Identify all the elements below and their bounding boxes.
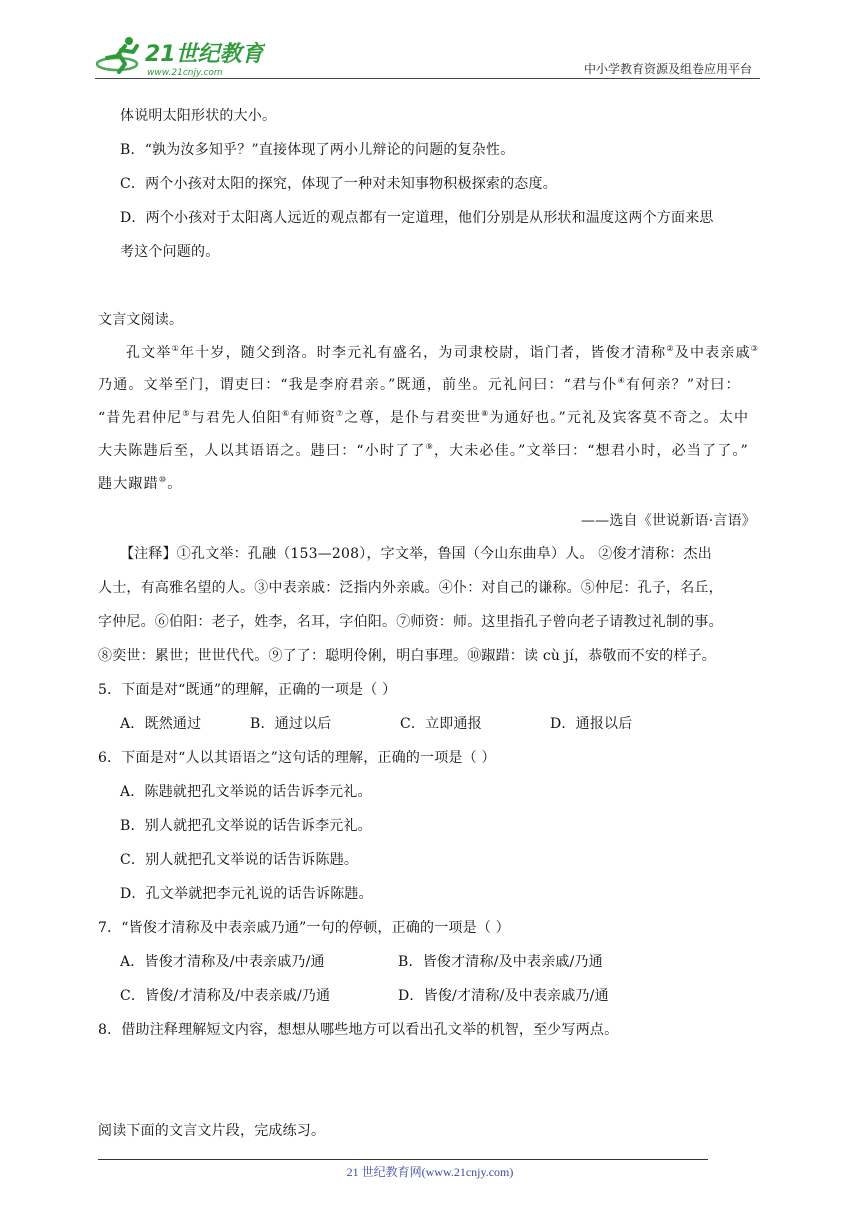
notes-line-1: 【注释】①孔文举：孔融（153—208），字文举，鲁国（今山东曲阜）人。 ②俊才清称：杰出 xyxy=(120,546,712,562)
prev-option-b: B．“孰为汝多知乎？”直接体现了两小儿辩论的问题的复杂性。 xyxy=(120,142,515,158)
question-6-option-d[interactable]: D．孔文举就把李元礼说的话告诉陈韪。 xyxy=(120,886,373,902)
notes-line-4: ⑧奕世：累世；世世代代。⑨了了：聪明伶俐，明白事理。⑩踧踖：读 cù jí，恭敬而不安的样子。 xyxy=(98,648,716,664)
question-8-stem: 8．借助注释理解短文内容，想想从哪些地方可以看出孔文举的机智，至少写两点。 xyxy=(98,1022,619,1038)
footer-link[interactable]: 21 世纪教育网(www.21cnjy.com) xyxy=(346,1165,514,1179)
notes-line-3: 字仲尼。⑥伯阳：老子，姓李，名耳，字伯阳。⑦师资：师。这里指孔子曾向老子请教过礼制的事。 xyxy=(98,614,723,630)
site-logo[interactable] xyxy=(95,34,265,78)
platform-name: 中小学教育资源及组卷应用平台 xyxy=(583,62,752,76)
question-7-option-b[interactable]: B．皆俊才清称/及中表亲戚/乃通 xyxy=(398,954,603,970)
section-heading: 文言文阅读。 xyxy=(98,312,184,328)
prev-option-continuation: 体说明太阳形状的大小。 xyxy=(120,108,277,124)
question-6-option-c[interactable]: C．别人就把孔文举说的话告诉陈韪。 xyxy=(120,852,359,868)
passage-source: ——选自《世说新语·言语》 xyxy=(580,513,756,529)
running-figure-logo-icon xyxy=(95,34,265,78)
passage-line-2: 乃通。文举至门，谓吏曰：“我是李府君亲。”既通，前坐。元礼问曰：“君与仆④有何亲？”对曰： xyxy=(98,376,741,393)
svg-text:www.21cnjy.com: www.21cnjy.com xyxy=(147,68,223,78)
question-5-option-d[interactable]: D．通报以后 xyxy=(550,716,633,732)
question-7-option-c[interactable]: C．皆俊/才清称及/中表亲戚/乃通 xyxy=(120,988,331,1004)
footer-divider xyxy=(98,1159,708,1160)
prev-option-d-line1: D．两个小孩对于太阳离人远近的观点都有一定道理，他们分别是从形状和温度这两个方面来思 xyxy=(120,210,714,226)
passage-line-3: “昔先君仲尼⑤与君先人伯阳⑥有师资⑦之尊，是仆与君奕世⑧为通好也。”元礼及宾客莫不奇之。太中 xyxy=(98,409,750,426)
question-6-option-a[interactable]: A．陈韪就把孔文举说的话告诉李元礼。 xyxy=(120,784,372,800)
page-header xyxy=(95,30,760,80)
question-5-option-a[interactable]: A．既然通过 xyxy=(120,716,202,732)
header-divider xyxy=(95,78,760,79)
prev-option-d-line2: 考这个问题的。 xyxy=(120,244,220,260)
question-7-option-a[interactable]: A．皆俊才清称及/中表亲戚乃/通 xyxy=(120,954,325,970)
passage-line-5: 韪大踧踖⑩。 xyxy=(98,475,183,492)
question-5-option-b[interactable]: B．通过以后 xyxy=(250,716,332,732)
svg-text:21世纪教育: 21世纪教育 xyxy=(145,42,264,67)
next-section-heading: 阅读下面的文言文片段，完成练习。 xyxy=(98,1123,326,1139)
prev-option-c: C．两个小孩对太阳的探究，体现了一种对未知事物积极探索的态度。 xyxy=(120,176,557,192)
question-5-stem: 5．下面是对“既通”的理解，正确的一项是（ ） xyxy=(98,682,397,698)
question-7-option-d[interactable]: D．皆俊/才清称/及中表亲戚乃/通 xyxy=(398,988,609,1004)
passage-line-1: 孔文举①年十岁，随父到洛。时李元礼有盛名，为司隶校尉，诣门者，皆俊才清称②及中表亲戚③ xyxy=(126,344,760,361)
question-7-stem: 7．“皆俊才清称及中表亲戚乃通”一句的停顿，正确的一项是（ ） xyxy=(98,920,510,936)
question-6-stem: 6．下面是对“人以其语语之”这句话的理解，正确的一项是（ ） xyxy=(98,750,496,766)
question-6-option-b[interactable]: B．别人就把孔文举说的话告诉李元礼。 xyxy=(120,818,372,834)
notes-line-2: 人士，有高雅名望的人。③中表亲戚：泛指内外亲戚。④仆：对自己的谦称。⑤仲尼：孔子，名丘， xyxy=(98,580,723,596)
question-5-option-c[interactable]: C．立即通报 xyxy=(400,716,482,732)
passage-line-4: 大夫陈韪后至，人以其语语之。韪曰：“小时了了⑨，大未必佳。”文举曰：“想君小时，必当了了。” xyxy=(98,442,750,459)
